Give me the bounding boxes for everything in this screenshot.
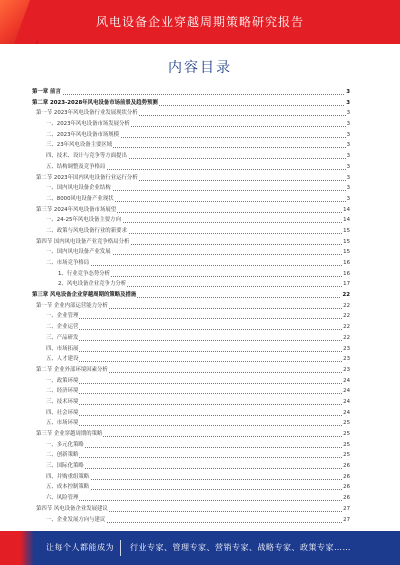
toc-entry-text: 第四节 风电设备企业发展建议 [32,504,109,515]
toc-entry-text: 二、政策与风电设备行业的新要求 [32,226,128,237]
toc-entry[interactable] [32,87,350,98]
toc-entry[interactable] [32,504,350,515]
toc-entry-text: 2、风电设备企业竞争力分析 [32,279,127,290]
toc-entry-text: 第二节 企业外部环境因素分析 [32,365,109,376]
dot-leader [32,383,350,384]
toc-entry-text: 第二章 2023-2028年风电设备市场前景及趋势预测 [32,98,159,109]
toc-entry-page: 22 [342,333,350,344]
toc-entry-text: 五、市场环境 [32,418,79,429]
dot-leader [32,425,350,426]
toc-entry-text: 五、成本控制策略 [32,482,90,493]
toc-entry-text: 第二节 2023年国内风电设备行业运行分析 [32,173,139,184]
page-footer [0,531,400,565]
toc-entry-page: 22 [342,311,350,322]
toc-entry-text: 三、23年风电设备主要区域 [32,140,113,151]
toc-entry-text: 二、企业运营 [32,322,79,333]
dot-leader [32,318,350,319]
report-title: 风电设备企业穿越周期策略研究报告 [95,15,304,29]
toc-entry[interactable] [32,376,350,387]
footer-divider [120,540,121,556]
toc-entry-text: 第四节 国内风电设备产业竞争格局分析 [32,237,130,248]
toc-entry-page: 27 [342,504,350,515]
toc-entry[interactable] [32,408,350,419]
toc-entry-text: 第一章 前言 [32,87,62,98]
toc-entry-text: 三、国际化策略 [32,461,85,472]
toc-entry[interactable] [32,162,350,173]
toc-entry[interactable] [32,418,350,429]
toc-entry-text: 第一节 企业内部运营能力分析 [32,301,109,312]
toc-entry-text: 五、人才建设 [32,354,79,365]
toc-entry[interactable] [32,344,350,355]
dot-leader [32,415,350,416]
toc-entry-page: 3 [346,194,350,205]
toc-entry-page: 23 [342,354,350,365]
toc-entry[interactable] [32,429,350,440]
toc-entry-text: 四、市场拓展 [32,344,79,355]
toc-entry[interactable] [32,311,350,322]
toc-entry[interactable] [32,130,350,141]
toc-entry-page: 25 [342,429,350,440]
toc-entry-text: 第三节 2024年风电设备市场展望 [32,205,117,216]
dot-leader [32,361,350,362]
toc-entry-text: 二、市场竞争格局 [32,258,90,269]
toc-entry[interactable] [32,205,350,216]
toc-entry-text: 二、8000风电设备产业现状 [32,194,115,205]
toc-entry-text: 一、多元化策略 [32,440,85,451]
toc-entry[interactable] [32,301,350,312]
toc-entry-text: 四、技术、设计与竞争等方面提出 [32,151,128,162]
dot-leader [32,351,350,352]
toc-entry-page: 16 [342,269,350,280]
toc-entry-page: 16 [342,258,350,269]
toc-entry-page: 3 [346,119,350,130]
toc-entry[interactable] [32,515,350,526]
toc-entry-page: 25 [342,450,350,461]
toc-entry-page: 3 [346,130,350,141]
toc-entry-text: 六、风险管理 [32,493,79,504]
toc-entry-text: 五、结构调整及竞争格局 [32,162,106,173]
toc-entry-page: 26 [342,493,350,504]
toc-entry-page: 15 [342,226,350,237]
toc-entry[interactable] [32,215,350,226]
toc-entry-page: 3 [346,162,350,173]
toc-entry-page: 22 [342,322,350,333]
toc-entry-text: 一、企业发展方向与建议 [32,515,106,526]
toc-entry-page: 26 [342,482,350,493]
toc-entry[interactable] [32,269,350,280]
toc-entry-page: 24 [342,376,350,387]
toc-entry-page: 15 [342,237,350,248]
toc-entry-text: 1、行业竞争态势分析 [32,269,111,280]
dot-leader [32,340,350,341]
footer-accent [0,531,34,565]
toc-entry[interactable] [32,354,350,365]
toc-entry-text: 第一节 2023年风电设备行业发展现状分析 [32,108,139,119]
toc-entry[interactable] [32,450,350,461]
toc-entry[interactable] [32,493,350,504]
toc-entry-page: 24 [342,408,350,419]
toc-entry-text: 一、国内风电设备企业结构 [32,183,112,194]
toc-entry[interactable] [32,183,350,194]
toc-entry[interactable] [32,290,350,301]
toc-entry-text: 四、社会环境 [32,408,79,419]
toc-entry-page: 23 [342,344,350,355]
page-header [0,0,400,44]
toc-entry-text: 三、技术环境 [32,397,79,408]
toc-entry-page: 3 [345,87,350,98]
toc-entry[interactable] [32,440,350,451]
footer-slogan: 让每个人都能成为 [46,543,114,552]
toc-entry[interactable] [32,98,350,109]
toc-entry[interactable] [32,365,350,376]
toc-entry-text: 二、经济环境 [32,386,79,397]
toc-entry-text: 一、企业管理 [32,311,79,322]
table-of-contents [32,87,350,525]
toc-entry-page: 3 [346,108,350,119]
toc-entry-page: 24 [342,386,350,397]
toc-entry-page: 3 [346,183,350,194]
dot-leader [32,404,350,405]
toc-entry-text: 第三章 风电设备企业穿越周期的策略及措施 [32,290,137,301]
toc-entry-page: 14 [342,205,350,216]
dot-leader [32,94,350,95]
toc-entry-text: 一、2023年风电设备市场发展分析 [32,119,131,130]
toc-entry-page: 3 [345,98,350,109]
toc-entry-page: 3 [346,151,350,162]
dot-leader [32,329,350,330]
footer-tagline: 行业专家、管理专家、营销专家、战略专家、政策专家…… [130,543,351,552]
toc-entry[interactable] [32,333,350,344]
toc-entry[interactable] [32,279,350,290]
toc-entry-text: 一、国内风电设备产业发展 [32,247,112,258]
toc-entry[interactable] [32,226,350,237]
toc-entry[interactable] [32,322,350,333]
toc-entry[interactable] [32,173,350,184]
toc-entry[interactable] [32,119,350,130]
toc-entry-text: 二、创新策略 [32,450,79,461]
toc-entry[interactable] [32,108,350,119]
toc-entry-page: 14 [342,215,350,226]
toc-entry-page: 26 [342,472,350,483]
dot-leader [32,500,350,501]
toc-entry[interactable] [32,482,350,493]
toc-entry[interactable] [32,258,350,269]
toc-entry-text: 第三节 企业穿越周期的策略 [32,429,103,440]
toc-entry-text: 一、24-25年风电设备主要方向 [32,215,122,226]
toc-entry[interactable] [32,140,350,151]
toc-entry-text: 一、政策环境 [32,376,79,387]
toc-entry-page: 17 [342,279,350,290]
toc-entry-text: 四、并购重组策略 [32,472,90,483]
toc-entry-page: 24 [342,397,350,408]
toc-entry[interactable] [32,461,350,472]
dot-leader [32,393,350,394]
toc-entry[interactable] [32,472,350,483]
toc-entry-page: 23 [342,365,350,376]
toc-entry[interactable] [32,194,350,205]
toc-entry-page: 27 [342,515,350,526]
toc-entry-page: 3 [346,140,350,151]
toc-entry-page: 3 [346,173,350,184]
toc-entry-page: 15 [342,247,350,258]
toc-entry-page: 25 [342,440,350,451]
toc-entry-page: 22 [341,290,350,301]
toc-entry[interactable] [32,386,350,397]
toc-entry[interactable] [32,237,350,248]
toc-entry-page: 22 [342,301,350,312]
toc-entry-text: 三、产品研发 [32,333,79,344]
dot-leader [32,457,350,458]
toc-title: 内容目录 [168,60,232,76]
toc-entry-page: 26 [342,461,350,472]
toc-entry-page: 25 [342,418,350,429]
toc-entry[interactable] [32,151,350,162]
toc-entry[interactable] [32,397,350,408]
toc-entry-text: 二、2023年风电设备市场规模 [32,130,120,141]
toc-entry[interactable] [32,247,350,258]
